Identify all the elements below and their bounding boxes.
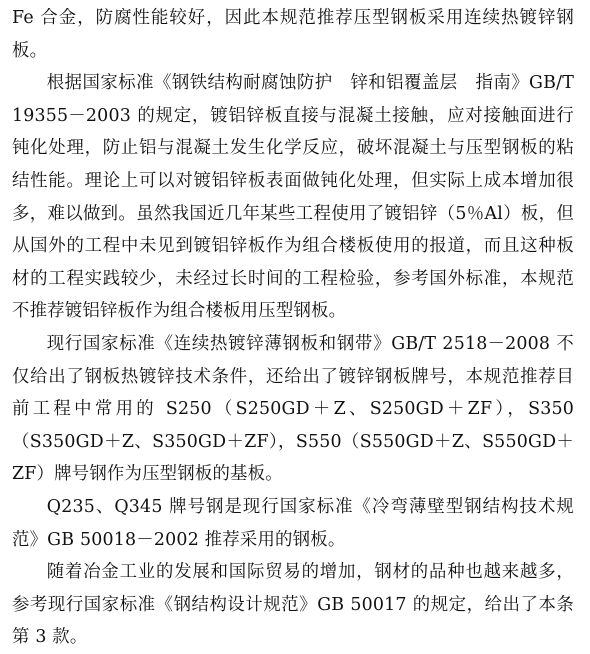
paragraph-4: Q235、Q345 牌号钢是现行国家标准《冷弯薄壁型钢结构技术规范》GB 50018－2002 推荐采用的钢板。 xyxy=(12,496,574,550)
paragraph-3: 现行国家标准《连续热镀锌薄钢板和钢带》GB/T 2518－2008 不仅给出了钢板热镀锌技术条件，还给出了镀锌钢板牌号，本规范推荐目前工程中常用的 S250（S250GD＋Z、S250GD＋ZF），S350（S350GD＋Z、S350GD＋ZF），S550（S550GD＋Z、S550GD＋ZF）牌号钢作为压型钢板的基板。 xyxy=(12,333,574,485)
paragraph-1: Fe 合金，防腐性能较好，因此本规范推荐压型钢板采用连续热镀锌钢板。 xyxy=(12,8,574,61)
paragraph-5: 随着冶金工业的发展和国际贸易的增加，钢材的品种也越来越多，参考现行国家标准《钢结构设计规范》GB 50017 的规定，给出了本条第 3 款。 xyxy=(12,562,574,648)
paragraph-2: 根据国家标准《钢铁结构耐腐蚀防护 锌和铝覆盖层 指南》GB/T 19355－2003 的规定，镀铝锌板直接与混凝土接触，应对接触面进行钝化处理，防止铝与混凝土发生化学反应，破坏混凝土与压型钢板的粘结性能。理论上可以对镀铝锌板表面做钝化处理，但实际上成本增加很多，难以做到。虽然我国近几年某些工程使用了镀铝锌（5％Al）板，但从国外的工程中未见到镀铝锌板作为组合楼板使用的报道，而且这种板材的工程实践较少，未经过长时间的工程检验，参考国外标准，本规范不推荐镀铝锌板作为组合楼板用压型钢板。 xyxy=(12,73,574,322)
